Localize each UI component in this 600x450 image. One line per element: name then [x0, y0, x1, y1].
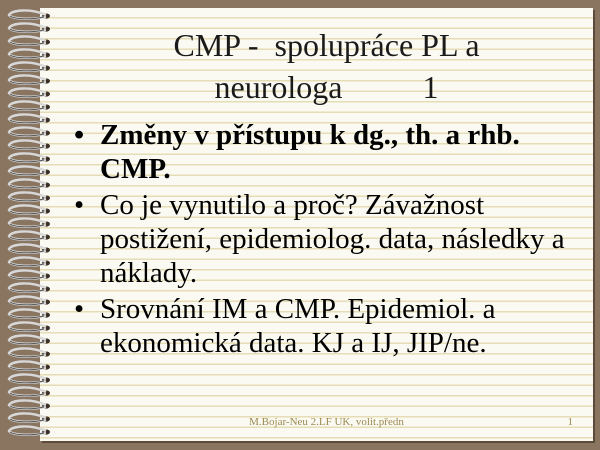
bullet-item — [74, 292, 589, 360]
title-line-2: neurologa 1 — [214, 69, 439, 105]
bullet-dot: • — [74, 119, 85, 151]
bullet-dot: • — [74, 189, 85, 221]
bullet-dot: • — [74, 293, 85, 325]
page-number: 1 — [567, 416, 573, 428]
slide-title — [60, 24, 593, 108]
bullet-text: Změny v přístupu k dg., th. a rhb. CMP. — [100, 119, 520, 185]
title-line-1: CMP - spolupráce PL a — [173, 27, 480, 63]
footer-text: M.Bojar-Neu 2.LF UK, volit.předn — [249, 416, 404, 428]
bullet-text: Co je vynutilo a proč? Závažnost postižení, epidemiolog. data, následky a náklady. — [100, 189, 565, 289]
bullet-list — [74, 118, 589, 362]
spiral-binding-icon — [0, 0, 60, 450]
bullet-item — [74, 188, 589, 290]
bullet-item — [74, 118, 589, 186]
bullet-text: Srovnání IM a CMP. Epidemiol. a ekonomická data. KJ a IJ, JIP/ne. — [100, 293, 496, 359]
